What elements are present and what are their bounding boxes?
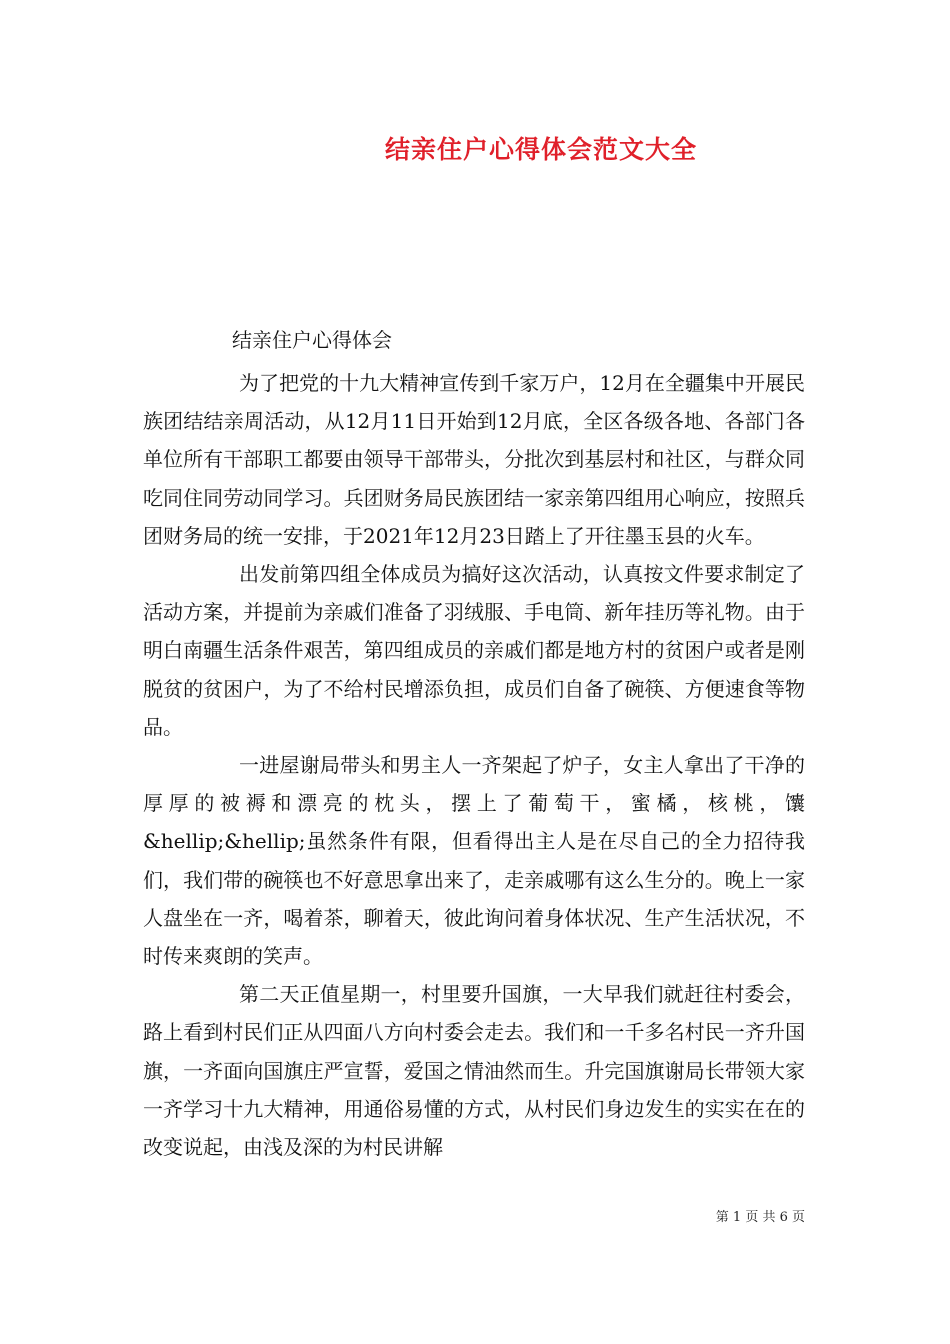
document-subtitle: 结亲住户心得体会	[232, 328, 392, 352]
paragraph-3: 一进屋谢局带头和男主人一齐架起了炉子，女主人拿出了干净的厚厚的被褥和漂亮的枕头，摆上了葡萄干，蜜橘，核桃，馕&hellip;&hellip;虽然条件有限，但看得出主人是在尽自己的全力招待我们，我们带的碗筷也不好意思拿出来了，走亲戚哪有这么生分的。晚上一家人盘坐在一齐，喝着茶，聊着天，彼此询问着身体状况、生产生活状况，不时传来爽朗的笑声。	[143, 753, 805, 969]
paragraph-1: 为了把党的十九大精神宣传到千家万户，12月在全疆集中开展民族团结结亲周活动，从12月11日开始到12月底，全区各级各地、各部门各单位所有干部职工都要由领导干部带头，分批次到基层村和社区，与群众同吃同住同劳动同学习。兵团财务局民族团结一家亲第四组用心响应，按照兵团财务局的统一安排，于2021年12月23日踏上了开往墨玉县的火车。	[143, 371, 805, 548]
document-title: 结亲住户心得体会范文大全	[384, 135, 697, 164]
page-number-footer: 第 1 页 共 6 页	[715, 1210, 805, 1225]
paragraph-4: 第二天正值星期一，村里要升国旗，一大早我们就赶往村委会，路上看到村民们正从四面八方向村委会走去。我们和一千多名村民一齐升国旗，一齐面向国旗庄严宣誓，爱国之情油然而生。升完国旗谢局长带领大家一齐学习十九大精神，用通俗易懂的方式，从村民们身边发生的实实在在的改变说起，由浅及深的为村民讲解	[143, 982, 805, 1160]
paragraph-2: 出发前第四组全体成员为搞好这次活动，认真按文件要求制定了活动方案，并提前为亲戚们准备了羽绒服、手电筒、新年挂历等礼物。由于明白南疆生活条件艰苦，第四组成员的亲戚们都是地方村的贫困户或者是刚脱贫的贫困户，为了不给村民增添负担，成员们自备了碗筷、方便速食等物品。	[143, 562, 805, 739]
document-body	[143, 364, 805, 1166]
